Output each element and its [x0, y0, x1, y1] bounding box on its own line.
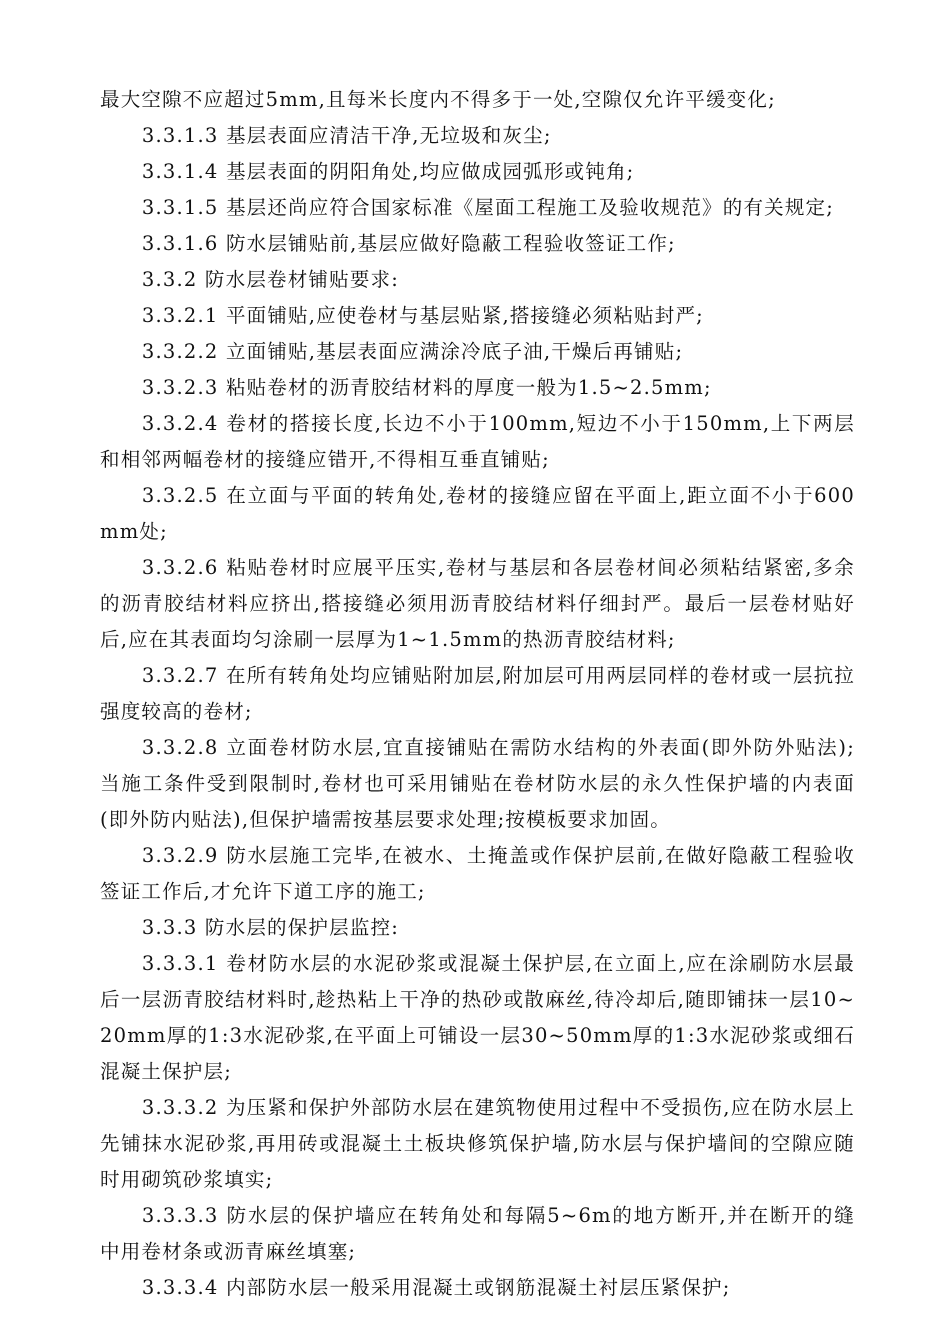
clause-3-3-2-9: 3.3.2.9 防水层施工完毕,在被水、土掩盖或作保护层前,在做好隐蔽工程验收签证工作后,才允许下道工序的施工;: [100, 844, 855, 903]
clause-3-3-1-4: 3.3.1.4 基层表面的阴阳角处,均应做成园弧形或钝角;: [141, 160, 635, 183]
clause-3-3-3-2: 3.3.3.2 为压紧和保护外部防水层在建筑物使用过程中不受损伤,应在防水层上先铺抹水泥砂浆,再用砖或混凝土土板块修筑保护墙,防水层与保护墙间的空隙应随时用砌筑砂浆填实;: [100, 1096, 855, 1191]
clause-3-3-2-3: 3.3.2.3 粘贴卷材的沥青胶结材料的厚度一般为1.5~2.5mm;: [141, 376, 712, 399]
section-heading-3-3-2: 3.3.2 防水层卷材铺贴要求:: [141, 268, 400, 291]
paragraph: 最大空隙不应超过5mm,且每米长度内不得多于一处,空隙仅允许平缓变化;: [100, 88, 776, 111]
clause-3-3-3-1: 3.3.3.1 卷材防水层的水泥砂浆或混凝土保护层,在立面上,应在涂刷防水层最后一层沥青胶结材料时,趁热粘上干净的热砂或散麻丝,待冷却后,随即铺抹一层10~20mm厚的1:3水泥砂浆,在平面上可铺设一层30~50mm厚的1:3水泥砂浆或细石混凝土保护层;: [100, 952, 855, 1083]
clause-3-3-2-4: 3.3.2.4 卷材的搭接长度,长边不小于100mm,短边不小于150mm,上下两层和相邻两幅卷材的接缝应错开,不得相互垂直铺贴;: [100, 412, 855, 471]
document-body: [100, 82, 855, 1306]
clause-3-3-1-6: 3.3.1.6 防水层铺贴前,基层应做好隐蔽工程验收签证工作;: [141, 232, 676, 255]
section-heading-3-3-3: 3.3.3 防水层的保护层监控:: [141, 916, 400, 939]
clause-3-3-2-2: 3.3.2.2 立面铺贴,基层表面应满涂冷底子油,干燥后再铺贴;: [141, 340, 684, 363]
clause-3-3-3-3: 3.3.3.3 防水层的保护墙应在转角处和每隔5~6m的地方断开,并在断开的缝中用卷材条或沥青麻丝填塞;: [100, 1204, 855, 1263]
clause-3-3-2-7: 3.3.2.7 在所有转角处均应铺贴附加层,附加层可用两层同样的卷材或一层抗拉强度较高的卷材;: [100, 664, 855, 723]
clause-3-3-2-6: 3.3.2.6 粘贴卷材时应展平压实,卷材与基层和各层卷材间必须粘结紧密,多余的沥青胶结材料应挤出,搭接缝必须用沥青胶结材料仔细封严。最后一层卷材贴好后,应在其表面均匀涂刷一层厚为1~1.5mm的热沥青胶结材料;: [100, 556, 855, 651]
clause-3-3-2-5: 3.3.2.5 在立面与平面的转角处,卷材的接缝应留在平面上,距立面不小于600mm处;: [100, 484, 855, 543]
clause-3-3-2-1: 3.3.2.1 平面铺贴,应使卷材与基层贴紧,搭接缝必须粘贴封严;: [141, 304, 704, 327]
clause-3-3-1-5: 3.3.1.5 基层还尚应符合国家标准《屋面工程施工及验收规范》的有关规定;: [141, 196, 835, 219]
clause-3-3-3-4: 3.3.3.4 内部防水层一般采用混凝土或钢筋混凝土衬层压紧保护;: [141, 1276, 731, 1299]
clause-3-3-2-8: 3.3.2.8 立面卷材防水层,宜直接铺贴在需防水结构的外表面(即外防外贴法);当施工条件受到限制时,卷材也可采用铺贴在卷材防水层的永久性保护墙的内表面(即外防内贴法),但保护墙需按基层要求处理;按模板要求加固。: [100, 736, 855, 831]
clause-3-3-1-3: 3.3.1.3 基层表面应清洁干净,无垃圾和灰尘;: [141, 124, 552, 147]
